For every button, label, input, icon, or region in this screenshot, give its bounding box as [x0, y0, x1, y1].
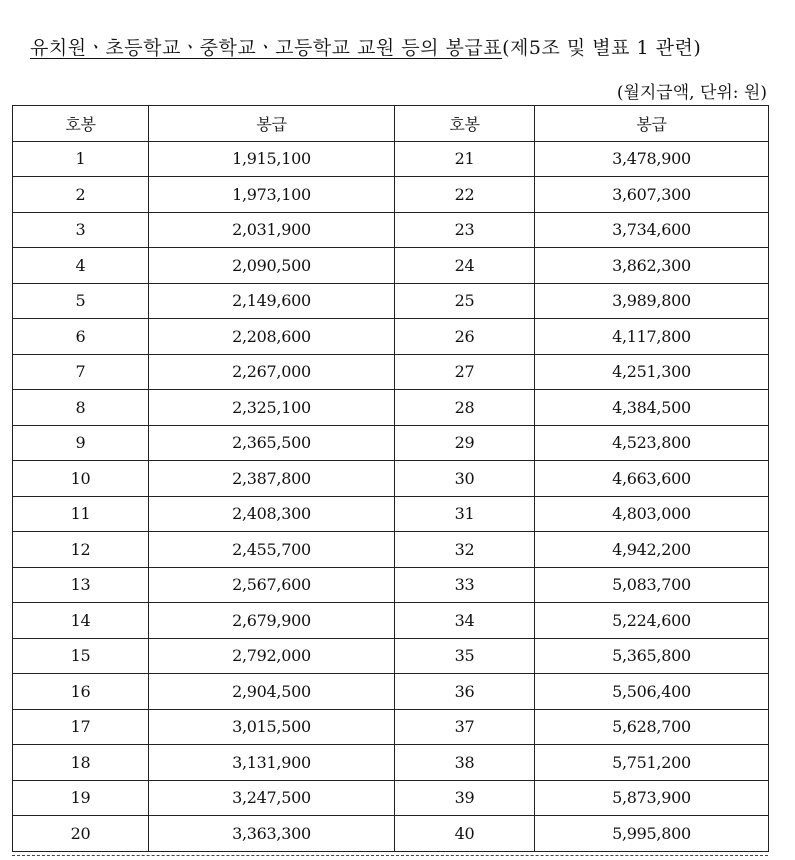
pay-left-cell: 3,131,900 [149, 745, 395, 781]
step-right-cell: 31 [395, 496, 535, 532]
step-right-cell: 30 [395, 461, 535, 497]
step-right-cell: 37 [395, 709, 535, 745]
step-left-cell: 18 [13, 745, 149, 781]
table-row [13, 141, 769, 177]
pay-right-cell: 4,663,600 [535, 461, 769, 497]
table-row [13, 425, 769, 461]
table-row [13, 603, 769, 639]
pay-right-cell: 5,873,900 [535, 780, 769, 816]
step-right-cell: 34 [395, 603, 535, 639]
step-left-cell: 12 [13, 532, 149, 568]
step-left-cell: 1 [13, 141, 149, 177]
pay-right-cell: 4,803,000 [535, 496, 769, 532]
pay-left-cell: 2,325,100 [149, 390, 395, 426]
step-right-cell: 28 [395, 390, 535, 426]
table-row [13, 532, 769, 568]
step-right-cell: 27 [395, 354, 535, 390]
pay-left-cell: 2,408,300 [149, 496, 395, 532]
table-row [13, 780, 769, 816]
step-left-cell: 19 [13, 780, 149, 816]
header-pay-left: 봉급 [149, 106, 395, 142]
step-right-cell: 39 [395, 780, 535, 816]
document-title [30, 36, 701, 60]
step-left-cell: 20 [13, 816, 149, 852]
pay-right-cell: 3,734,600 [535, 212, 769, 248]
pay-left-cell: 3,015,500 [149, 709, 395, 745]
table-row [13, 567, 769, 603]
step-left-cell: 2 [13, 177, 149, 213]
bottom-divider [12, 855, 768, 856]
step-left-cell: 5 [13, 283, 149, 319]
pay-right-cell: 4,117,800 [535, 319, 769, 355]
table-row [13, 354, 769, 390]
step-left-cell: 9 [13, 425, 149, 461]
step-left-cell: 7 [13, 354, 149, 390]
table-header-row [13, 106, 769, 142]
pay-right-cell: 4,942,200 [535, 532, 769, 568]
pay-right-cell: 5,751,200 [535, 745, 769, 781]
pay-right-cell: 5,506,400 [535, 674, 769, 710]
step-left-cell: 14 [13, 603, 149, 639]
step-left-cell: 3 [13, 212, 149, 248]
pay-right-cell: 4,384,500 [535, 390, 769, 426]
pay-left-cell: 2,149,600 [149, 283, 395, 319]
pay-left-cell: 3,247,500 [149, 780, 395, 816]
table-row [13, 283, 769, 319]
step-right-cell: 35 [395, 638, 535, 674]
step-right-cell: 32 [395, 532, 535, 568]
pay-left-cell: 1,915,100 [149, 141, 395, 177]
step-right-cell: 23 [395, 212, 535, 248]
step-right-cell: 29 [395, 425, 535, 461]
pay-left-cell: 2,455,700 [149, 532, 395, 568]
table-row [13, 461, 769, 497]
pay-left-cell: 2,567,600 [149, 567, 395, 603]
pay-right-cell: 3,989,800 [535, 283, 769, 319]
step-right-cell: 38 [395, 745, 535, 781]
step-right-cell: 25 [395, 283, 535, 319]
step-right-cell: 33 [395, 567, 535, 603]
unit-note: (월지급액, 단위: 원) [616, 83, 767, 103]
pay-left-cell: 2,031,900 [149, 212, 395, 248]
pay-right-cell: 3,862,300 [535, 248, 769, 284]
pay-left-cell: 2,792,000 [149, 638, 395, 674]
step-left-cell: 15 [13, 638, 149, 674]
pay-right-cell: 4,251,300 [535, 354, 769, 390]
step-left-cell: 16 [13, 674, 149, 710]
pay-left-cell: 2,365,500 [149, 425, 395, 461]
step-right-cell: 24 [395, 248, 535, 284]
step-left-cell: 6 [13, 319, 149, 355]
pay-right-cell: 3,607,300 [535, 177, 769, 213]
pay-right-cell: 3,478,900 [535, 141, 769, 177]
table-body [13, 141, 769, 851]
step-right-cell: 22 [395, 177, 535, 213]
step-right-cell: 36 [395, 674, 535, 710]
table-row [13, 212, 769, 248]
pay-left-cell: 2,904,500 [149, 674, 395, 710]
pay-right-cell: 4,523,800 [535, 425, 769, 461]
pay-left-cell: 1,973,100 [149, 177, 395, 213]
pay-left-cell: 2,679,900 [149, 603, 395, 639]
header-step-right: 호봉 [395, 106, 535, 142]
pay-right-cell: 5,224,600 [535, 603, 769, 639]
pay-left-cell: 2,267,000 [149, 354, 395, 390]
step-left-cell: 8 [13, 390, 149, 426]
pay-right-cell: 5,083,700 [535, 567, 769, 603]
document-title-suffix: (제5조 및 별표 1 관련) [502, 37, 702, 59]
table-row [13, 709, 769, 745]
step-left-cell: 13 [13, 567, 149, 603]
table-row [13, 745, 769, 781]
pay-left-cell: 2,090,500 [149, 248, 395, 284]
table-row [13, 390, 769, 426]
step-right-cell: 26 [395, 319, 535, 355]
pay-right-cell: 5,995,800 [535, 816, 769, 852]
pay-right-cell: 5,628,700 [535, 709, 769, 745]
table-row [13, 674, 769, 710]
pay-right-cell: 5,365,800 [535, 638, 769, 674]
table-row [13, 248, 769, 284]
table-row [13, 319, 769, 355]
step-left-cell: 11 [13, 496, 149, 532]
step-left-cell: 10 [13, 461, 149, 497]
step-left-cell: 4 [13, 248, 149, 284]
pay-left-cell: 2,387,800 [149, 461, 395, 497]
document-title-main: 유치원ㆍ초등학교ㆍ중학교ㆍ고등학교 교원 등의 봉급표 [30, 37, 503, 59]
pay-left-cell: 3,363,300 [149, 816, 395, 852]
table-row [13, 816, 769, 852]
table-row [13, 177, 769, 213]
step-left-cell: 17 [13, 709, 149, 745]
table-row [13, 638, 769, 674]
table-row [13, 496, 769, 532]
header-step-left: 호봉 [13, 106, 149, 142]
salary-table [12, 105, 769, 852]
step-right-cell: 40 [395, 816, 535, 852]
header-pay-right: 봉급 [535, 106, 769, 142]
pay-left-cell: 2,208,600 [149, 319, 395, 355]
step-right-cell: 21 [395, 141, 535, 177]
